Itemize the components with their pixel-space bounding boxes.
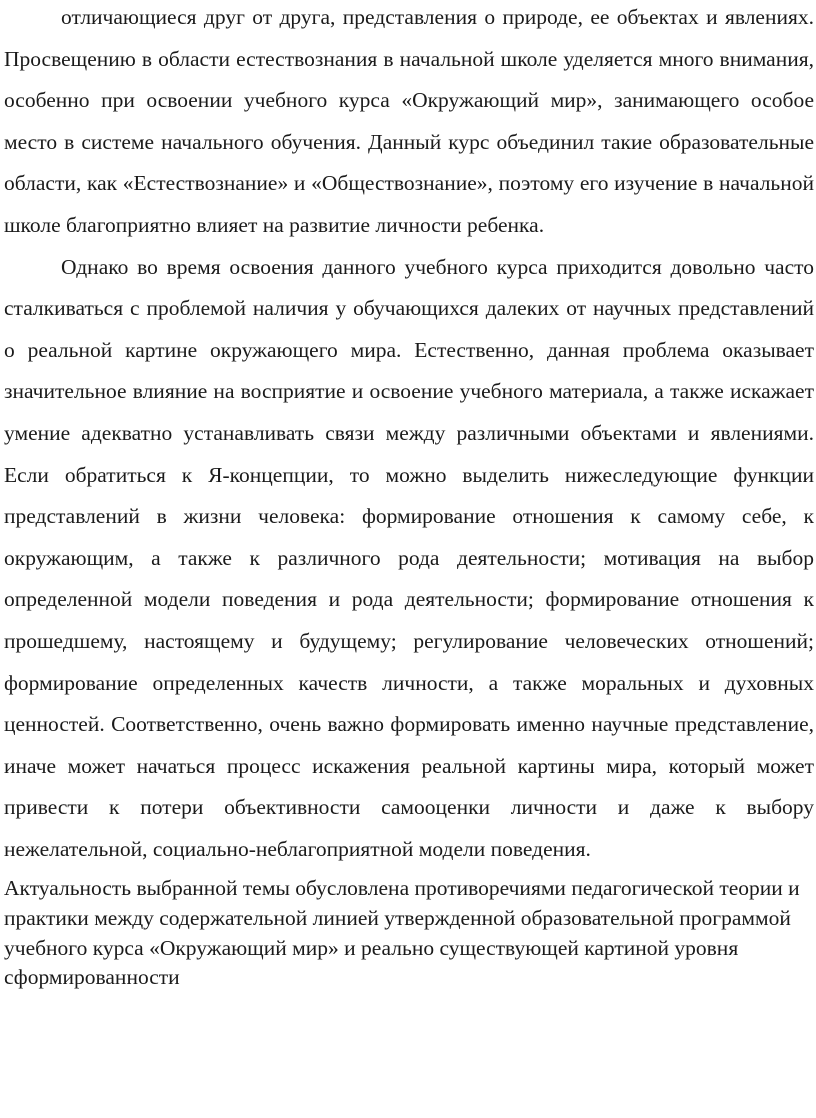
paragraph-3: Актуальность выбранной темы обусловлена противоречиями педагогической теории и практики между содержательной линией утвержденной образовательной программой учебного курса «Окружающий мир» и реально существующей картиной уровня сформированности [4, 876, 800, 990]
paragraph-2: Однако во время освоения данного учебного курса приходится довольно часто сталкиваться с проблемой наличия у обучающихся далеких от научных представлений о реальной картине окружающего мира. Естественно, данная проблема оказывает значительное влияние на восприятие и освоение учебного материала, а также искажает умение адекватно устанавливать связи между различными объектами и явлениями. Если обратиться к Я-концепции, то можно выделить нижеследующие функции представлений в жизни человека: формирование отношения к самому себе, к окружающим, а также к различного рода деятельности; мотивация на выбор определенной модели поведения и рода деятельности; формирование отношения к прошедшему, настоящему и будущему; регулирование человеческих отношений; формирование определенных качеств личности, а также моральных и духовных ценностей. Соответственно, очень важно формировать именно научные представление, иначе может начаться процесс искажения реальной картины мира, который может привести к потери объективности самооценки личности и даже к выбору нежелательной, социально-неблагоприятной модели поведения. [4, 254, 814, 861]
document-page [4, 0, 814, 993]
paragraph-1: отличающиеся друг от друга, представления о природе, ее объектах и явлениях. Просвещению в области естествознания в начальной школе уделяется много внимания, особенно при освоении учебного курса «Окружающий мир», занимающего особое место в системе начального обучения. Данный курс объединил такие образовательные области, как «Естествознание» и «Обществознание», поэтому его изучение в начальной школе благоприятно влияет на развитие личности ребенка. [4, 5, 814, 237]
